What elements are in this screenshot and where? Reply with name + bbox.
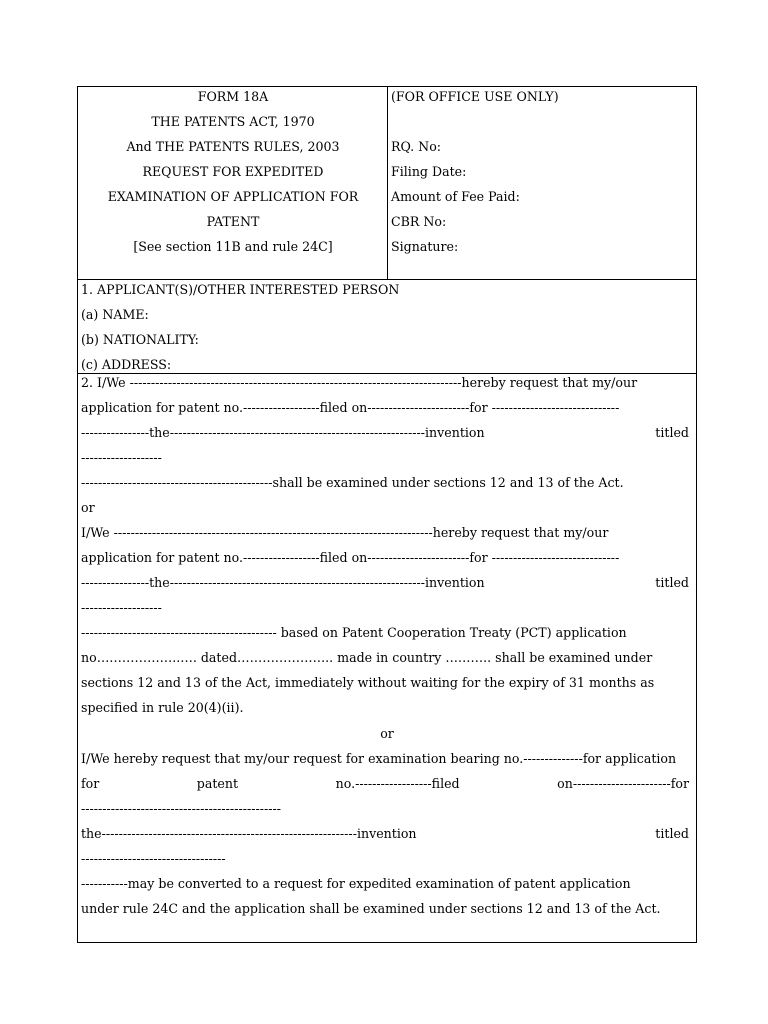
request-text-row [81,425,689,441]
form-title-line-3: PATENT [206,214,260,229]
or-separator: or [81,500,95,515]
request-text: ------------------- [81,450,162,465]
form-title-line-1: REQUEST FOR EXPEDITED [142,164,324,179]
request-text: for [81,776,100,791]
header-title-cell [78,87,388,280]
cbr-no-field: CBR No: [391,214,447,229]
request-text: ----------------------------------------------- [81,801,281,816]
request-text-row [81,776,689,792]
applicant-name-field: (a) NAME: [81,307,149,322]
applicant-heading: 1. APPLICANT(S)/OTHER INTERESTED PERSON [81,282,400,297]
request-text: titled [655,826,689,841]
request-text: no………………..…. dated………………….. made in country ……….. shall be examined under [81,650,653,665]
section-reference: [See section 11B and rule 24C] [133,239,333,254]
request-text: application for patent no.------------------filed on------------------------for ------------------------------ [81,550,620,565]
rules-title: And THE PATENTS RULES, 2003 [126,139,340,154]
request-text: ----------------the------------------------------------------------------------invention [81,425,485,440]
request-text: on-----------------------for [557,776,689,791]
filing-date-field: Filing Date: [391,164,467,179]
office-use-cell [388,87,696,280]
signature-field: Signature: [391,239,459,254]
or-separator: or [380,726,394,741]
request-text: the------------------------------------------------------------invention [81,826,417,841]
office-use-heading: (FOR OFFICE USE ONLY) [391,89,559,104]
request-text: no.------------------filed [335,776,460,791]
request-text: I/We hereby request that my/our request for examination bearing no.--------------for application [81,751,677,766]
applicant-address-field: (c) ADDRESS: [81,357,172,372]
request-text: sections 12 and 13 of the Act, immediately without waiting for the expiry of 31 months as [81,675,655,690]
request-text-row [81,575,689,591]
form-18a [77,86,697,943]
applicant-nationality-field: (b) NATIONALITY: [81,332,199,347]
request-text: ---------------------------------------------shall be examined under sections 12 and 13 of the Act. [81,475,624,490]
fee-paid-field: Amount of Fee Paid: [391,189,520,204]
applicant-section [78,280,696,374]
request-text: ------------------- [81,600,162,615]
request-text: titled [655,425,689,440]
request-text: specified in rule 20(4)(ii). [81,700,244,715]
request-text: titled [655,575,689,590]
request-text: application for patent no.------------------filed on------------------------for ------------------------------ [81,400,620,415]
act-title: THE PATENTS ACT, 1970 [151,114,315,129]
request-text: ----------------the------------------------------------------------------------invention [81,575,485,590]
request-text: ---------------------------------- [81,851,226,866]
form-title-line-2: EXAMINATION OF APPLICATION FOR [107,189,359,204]
request-text: I/We ---------------------------------------------------------------------------hereby request that my/our [81,525,609,540]
request-text: patent [196,776,239,791]
rq-no-field: RQ. No: [391,139,442,154]
request-text: 2. I/We ------------------------------------------------------------------------------hereby request that my/our [81,375,638,390]
request-text: ---------------------------------------------- based on Patent Cooperation Treaty (PCT) application [81,625,627,640]
request-text: -----------may be converted to a request for expedited examination of patent application [81,876,631,891]
form-number: FORM 18A [197,89,269,104]
request-text: under rule 24C and the application shall be examined under sections 12 and 13 of the Act. [81,901,661,916]
request-text-row [81,826,689,842]
